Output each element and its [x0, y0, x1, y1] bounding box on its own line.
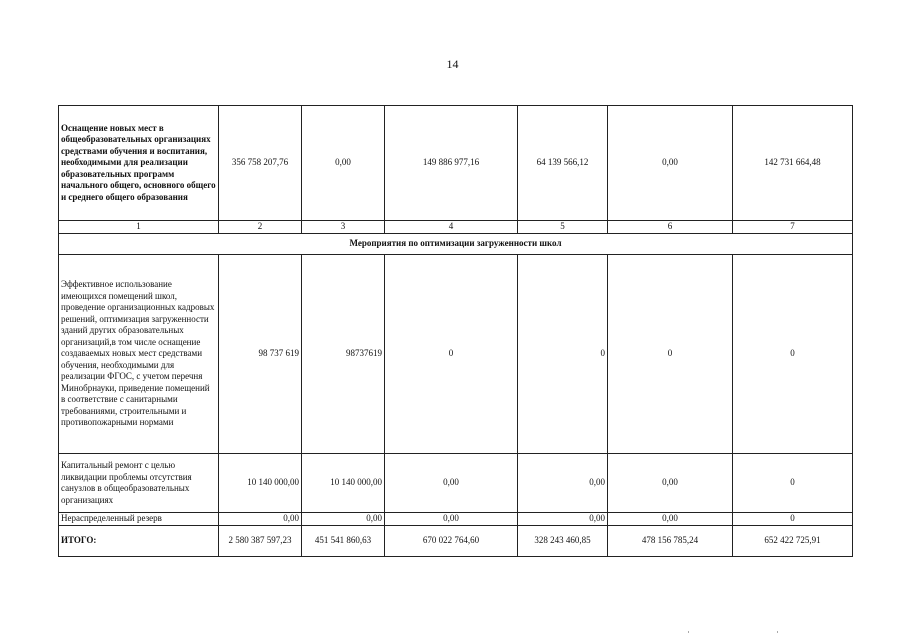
cell-col-2: 10 140 000,00	[219, 454, 302, 513]
cell-col-4: 149 886 977,16	[385, 106, 518, 221]
cell-col-5: 0	[518, 255, 608, 454]
column-number: 1	[59, 221, 219, 234]
column-number: 2	[219, 221, 302, 234]
column-numbers-row	[59, 221, 853, 234]
cell-col-3: 0,00	[302, 513, 385, 526]
cell-col-4: 0,00	[385, 513, 518, 526]
cell-col-6: 0,00	[608, 106, 733, 221]
section-title: Мероприятия по оптимизации загруженности школ	[59, 234, 853, 255]
table-row-total	[59, 525, 853, 556]
table-row-efficient-use	[59, 255, 853, 454]
cell-col-4: 0,00	[385, 454, 518, 513]
table-row-capital-repair	[59, 454, 853, 513]
cell-col-4: 0	[385, 255, 518, 454]
cell-col-5: 0,00	[518, 454, 608, 513]
cell-col-7: 0	[733, 513, 853, 526]
column-number: 4	[385, 221, 518, 234]
cell-col-6: 0,00	[608, 513, 733, 526]
cell-col-6: 0	[608, 255, 733, 454]
cell-col-2: 98 737 619	[219, 255, 302, 454]
scan-speck	[688, 631, 689, 633]
cell-col-2: 2 580 387 597,23	[219, 525, 302, 556]
column-number: 7	[733, 221, 853, 234]
cell-col-5: 328 243 460,85	[518, 525, 608, 556]
row-label: Эффективное использование имеющихся помещений школ, проведение организационных кадровых решений, оптимизация загруженности зданий других образовательных организаций,в том числе оснащение создаваемых новых мест средствами обучения, необходимыми для реализации ФГОС, с учетом перечня Минобрнауки, приведение помещений в соответствие с санитарными требованиями, строительными и противопожарными нормами	[59, 255, 219, 454]
page-number: 14	[446, 57, 459, 71]
cell-col-3: 0,00	[302, 106, 385, 221]
budget-table	[58, 105, 853, 557]
row-label: Капитальный ремонт с целью ликвидации проблемы отсутствия санузлов в общеобразовательных организациях	[59, 454, 219, 513]
cell-col-3: 98737619	[302, 255, 385, 454]
cell-col-7: 0	[733, 454, 853, 513]
section-header-row	[59, 234, 853, 255]
scan-speck	[777, 631, 778, 633]
column-number: 6	[608, 221, 733, 234]
row-label: Оснащение новых мест в общеобразовательных организациях средствами обучения и воспитания, необходимыми для реализации образовательных программ начального общего, основного общего и среднего общего образования	[59, 106, 219, 221]
cell-col-6: 0,00	[608, 454, 733, 513]
table-row-reserve	[59, 513, 853, 526]
cell-col-6: 478 156 785,24	[608, 525, 733, 556]
cell-col-7: 142 731 664,48	[733, 106, 853, 221]
cell-col-3: 451 541 860,63	[302, 525, 385, 556]
cell-col-5: 64 139 566,12	[518, 106, 608, 221]
cell-col-5: 0,00	[518, 513, 608, 526]
table-row-equipping-new-places	[59, 106, 853, 221]
total-label: ИТОГО:	[59, 525, 219, 556]
row-label: Нераспределенный резерв	[59, 513, 219, 526]
cell-col-7: 0	[733, 255, 853, 454]
cell-col-7: 652 422 725,91	[733, 525, 853, 556]
column-number: 5	[518, 221, 608, 234]
column-number: 3	[302, 221, 385, 234]
cell-col-2: 356 758 207,76	[219, 106, 302, 221]
cell-col-4: 670 022 764,60	[385, 525, 518, 556]
cell-col-3: 10 140 000,00	[302, 454, 385, 513]
cell-col-2: 0,00	[219, 513, 302, 526]
